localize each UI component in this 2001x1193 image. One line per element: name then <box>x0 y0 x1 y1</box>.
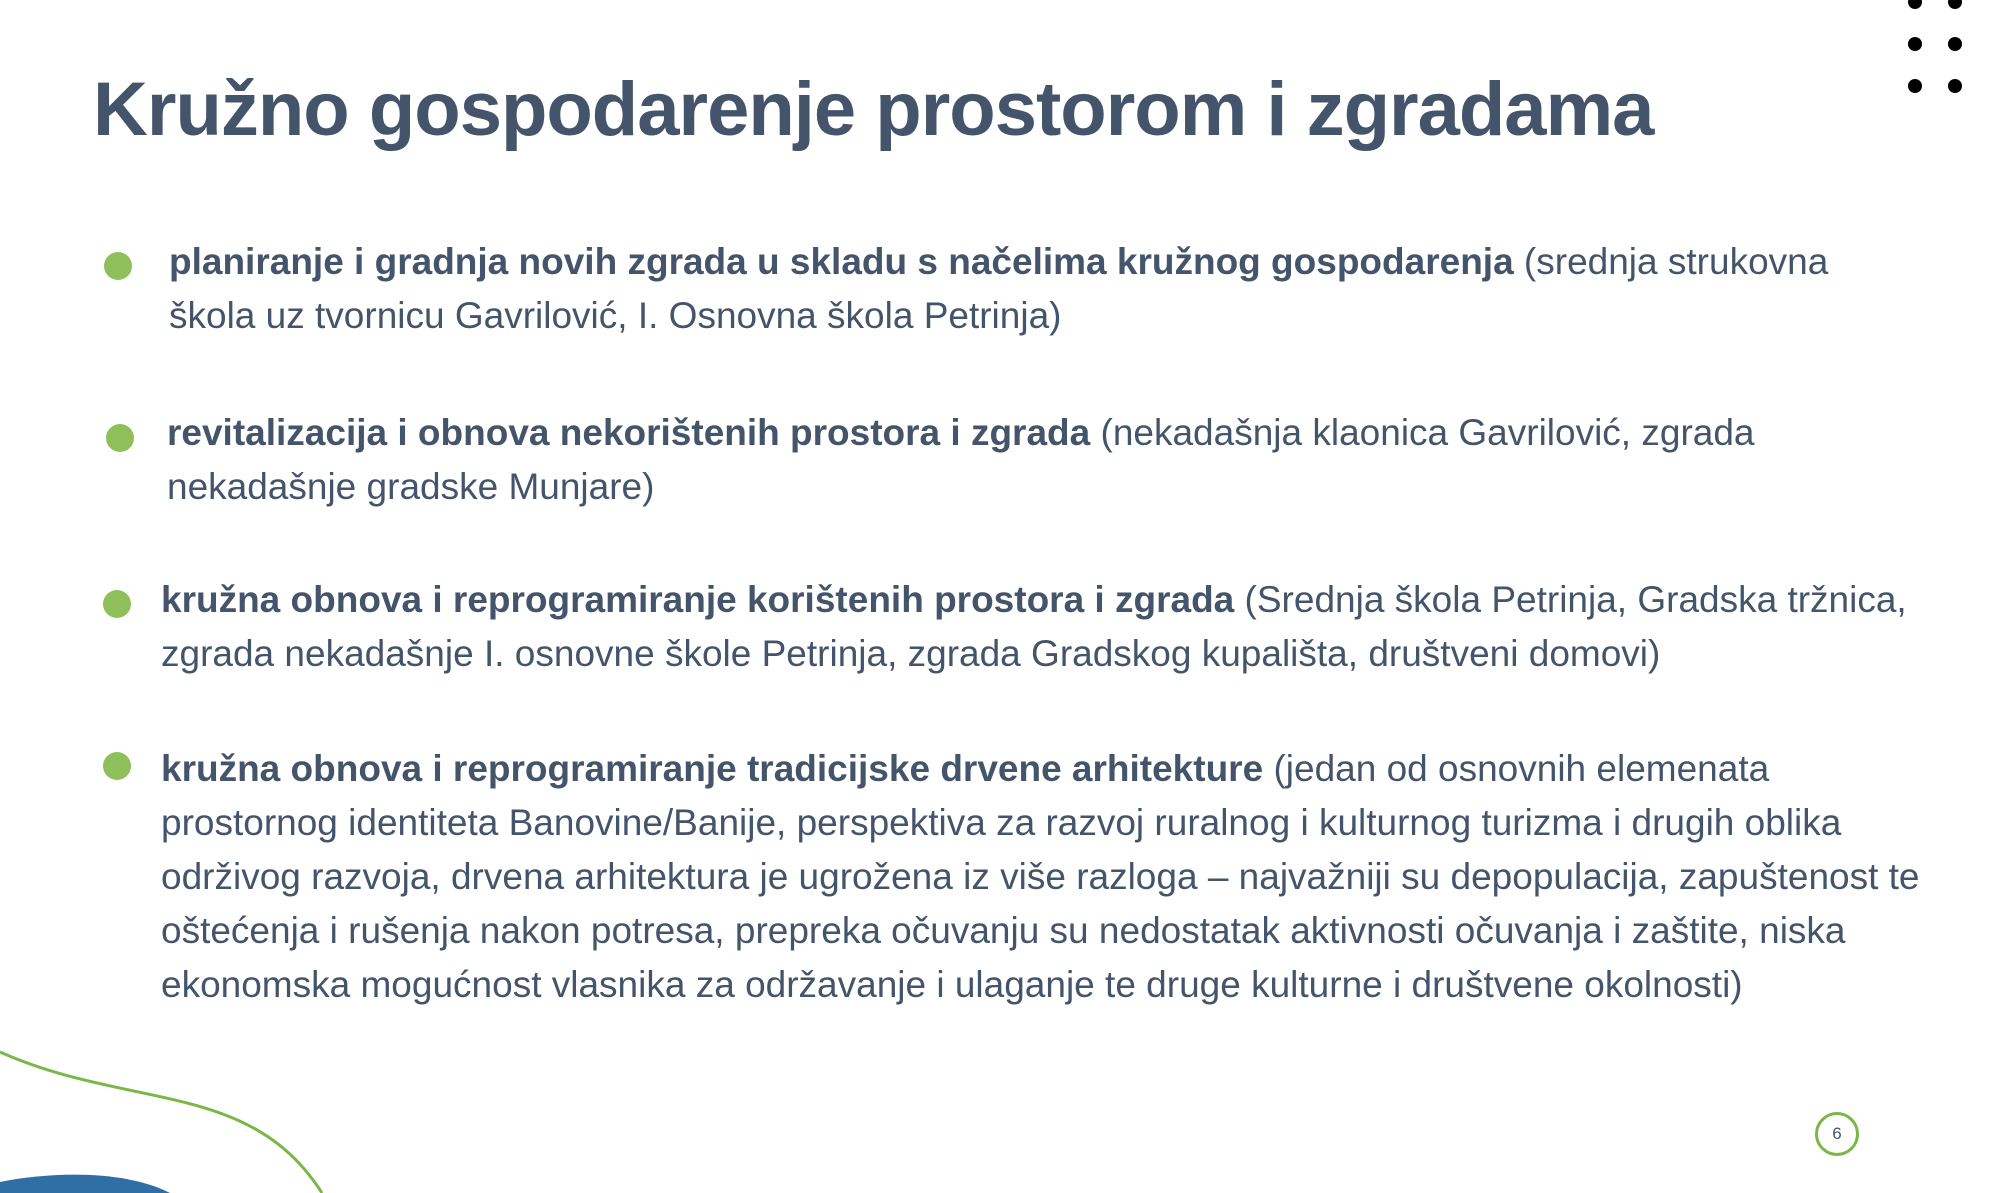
bullet-bold-text: kružna obnova i reprogramiranje tradicijske drvene arhitekture <box>161 748 1264 789</box>
bullet-normal-text: (srednja strukovna škola uz tvornicu Gavrilović, I. Osnovna škola Petrinja) <box>169 241 1829 336</box>
bullet-dot <box>103 752 131 780</box>
slide-title: Kružno gospodarenje prostorom i zgradama <box>93 67 1654 152</box>
bullet-dot <box>104 252 132 280</box>
bullet-item <box>167 406 1927 514</box>
bullet-dot <box>106 424 134 452</box>
bullet-normal-text: (nekadašnja klaonica Gavrilović, zgrada nekadašnje gradske Munjare) <box>167 412 1755 507</box>
bullet-dot <box>103 590 131 618</box>
bullet-bold-text: revitalizacija i obnova nekorištenih prostora i zgrada <box>167 412 1091 453</box>
bullet-item <box>161 742 1951 1012</box>
bullet-bold-text: kružna obnova i reprogramiranje korištenih prostora i zgrada <box>161 579 1235 620</box>
bullet-normal-text: (jedan od osnovnih elemenata prostornog identiteta Banovine/Banije, perspektiva za razvoj ruralnog i kulturnog turizma i drugih oblika održivog razvoja, drvena arhitektura je ugrožena iz više razloga – najvažniji su depopulacija, zapuštenost te oštećenja i rušenja nakon potresa, prepreka očuvanju su nedostatak aktivnosti očuvanja i zaštite, niska ekonomska mogućnost vlasnika za održavanje i ulaganje te druge kulturne i društvene okolnosti) <box>161 748 1920 1005</box>
bullet-item <box>161 573 1961 681</box>
bullet-bold-text: planiranje i gradnja novih zgrada u skladu s načelima kružnog gospodarenja <box>169 241 1514 282</box>
bullet-item <box>169 235 1889 343</box>
page-number: 6 <box>1815 1112 1859 1156</box>
bullet-normal-text: (Srednja škola Petrinja, Gradska tržnica, zgrada nekadašnje I. osnovne škole Petrinja, zgrada Gradskog kupališta, društveni domovi) <box>161 579 1907 674</box>
